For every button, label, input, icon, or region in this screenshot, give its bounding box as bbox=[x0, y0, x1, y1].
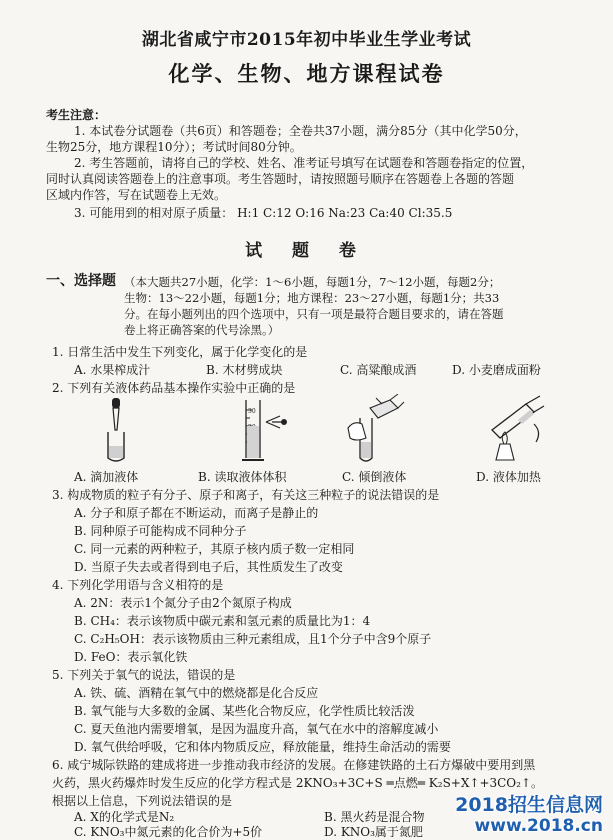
notice-line: 3. 可能用到的相对原子质量： H:1 C:12 O:16 Na:23 Ca:40 Cl:35.5 bbox=[74, 206, 453, 220]
q4-option-c: C. C₂H₅OH：表示该物质由三种元素组成，且1个分子中含9个原子 bbox=[74, 632, 432, 646]
q2-option-a: A. 滴加液体 bbox=[74, 470, 139, 484]
q1-stem: 1. 日常生活中发生下列变化，属于化学变化的是 bbox=[52, 345, 308, 359]
q6-option-c: C. KNO₃中氮元素的化合价为+5价 bbox=[74, 825, 263, 839]
part1-desc: 分。在每小题列出的四个选项中，只有一项是最符合题目要求的，请在答题 bbox=[124, 307, 504, 321]
heating-figure bbox=[482, 394, 548, 466]
q4-stem: 4. 下列化学用语与含义相符的是 bbox=[52, 578, 224, 592]
site-watermark bbox=[455, 794, 603, 836]
watermark-site-name: 2018招生信息网 bbox=[455, 794, 603, 816]
notice-line: 同时认真阅读答题卷上的注意事项。考生答题时，请按照题号顺序在答题卷上各题的答题 bbox=[46, 172, 515, 186]
q4-option-d: D. FeO：表示氧化铁 bbox=[74, 650, 188, 664]
part1-desc: 卷上将正确答案的代号涂黑。） bbox=[124, 323, 280, 337]
q5-option-c: C. 夏天鱼池内需要增氧，是因为温度升高，氧气在水中的溶解度减小 bbox=[74, 722, 439, 736]
cylinder-mark-30: 30 bbox=[248, 408, 256, 415]
q6-option-b: B. 黑火药是混合物 bbox=[324, 810, 425, 824]
notice-line: 2. 考生答题前，请将自己的学校、姓名、准考证号填写在试题卷和答题卷指定的位置， bbox=[74, 156, 534, 170]
notice-title: 考生注意： bbox=[46, 108, 107, 122]
q5-stem: 5. 下列关于氧气的说法，错误的是 bbox=[52, 668, 236, 682]
q2-option-d: D. 液体加热 bbox=[476, 470, 541, 484]
q3-option-d: D. 当原子失去或者得到电子后，其性质发生了改变 bbox=[74, 560, 343, 574]
notice-line: 1. 本试卷分试题卷（共6页）和答题卷；全卷共37小题，满分85分（其中化学50分， bbox=[74, 124, 527, 138]
exam-title: 湖北省咸宁市2015年初中毕业生学业考试 bbox=[141, 30, 472, 50]
pouring-figure bbox=[346, 394, 410, 466]
part1-desc: （本大题共27小题，化学：1～6小题，每题1分，7～12小题，每题2分； bbox=[124, 275, 501, 289]
q1-option-b: B. 木材劈成块 bbox=[206, 363, 283, 377]
q6-option-a: A. X的化学式是N₂ bbox=[74, 810, 175, 824]
q5-option-a: A. 铁、硫、酒精在氧气中的燃烧都是化合反应 bbox=[74, 686, 319, 700]
q1-option-c: C. 高粱酿成酒 bbox=[340, 363, 417, 377]
notice-line: 生物25分，地方课程10分）；考试时间80分钟。 bbox=[46, 140, 302, 154]
q1-option-d: D. 小麦磨成面粉 bbox=[452, 363, 541, 377]
q3-option-b: B. 同种原子可能构成不同种分子 bbox=[74, 524, 247, 538]
cylinder-figure bbox=[232, 396, 294, 464]
q6-option-d: D. KNO₃属于氮肥 bbox=[324, 825, 423, 839]
part1-desc: 生物：13～22小题，每题1分；地方课程：23～27小题，每题1分；共33 bbox=[124, 291, 500, 305]
part1-heading: 一、选择题 bbox=[46, 273, 116, 289]
q4-option-b: B. CH₄：表示该物质中碳元素和氢元素的质量比为1：4 bbox=[74, 614, 371, 628]
q2-stem: 2. 下列有关液体药品基本操作实验中正确的是 bbox=[52, 381, 296, 395]
q3-stem: 3. 构成物质的粒子有分子、原子和离子，有关这三种粒子的说法错误的是 bbox=[52, 488, 440, 502]
q5-option-b: B. 氧气能与大多数的金属、某些化合物反应，化学性质比较活泼 bbox=[74, 704, 415, 718]
q4-option-a: A. 2N：表示1个氮分子由2个氮原子构成 bbox=[74, 596, 292, 610]
q1-option-a: A. 水果榨成汁 bbox=[74, 363, 151, 377]
section-title: 试 题 卷 bbox=[245, 241, 368, 261]
q6-stem: 火药，黑火药爆炸时发生反应的化学方程式是 2KNO₃+3C+S ═点燃═ K₂S+X↑+3CO₂↑。 bbox=[52, 776, 544, 790]
q2-option-b: B. 读取液体体积 bbox=[198, 470, 287, 484]
q3-option-a: A. 分子和原子都在不断运动，而离子是静止的 bbox=[74, 506, 319, 520]
dropper-figure bbox=[96, 396, 136, 464]
q2-option-c: C. 倾倒液体 bbox=[342, 470, 407, 484]
q3-option-c: C. 同一元素的两种粒子，其原子核内质子数一定相同 bbox=[74, 542, 355, 556]
notice-line: 区域内作答，写在试题卷上无效。 bbox=[46, 188, 227, 202]
q6-stem: 根据以上信息，下列说法错误的是 bbox=[52, 794, 233, 808]
q5-option-d: D. 氧气供给呼吸，它和体内物质反应，释放能量，维持生命活动的需要 bbox=[74, 740, 451, 754]
q6-stem: 6. 咸宁城际铁路的建成将进一步推动我市经济的发展。在修建铁路的土石方爆破中要用到黑 bbox=[52, 758, 536, 772]
watermark-url: www.2018.cn bbox=[474, 816, 603, 836]
exam-subtitle: 化学、生物、地方课程试卷 bbox=[168, 61, 445, 86]
